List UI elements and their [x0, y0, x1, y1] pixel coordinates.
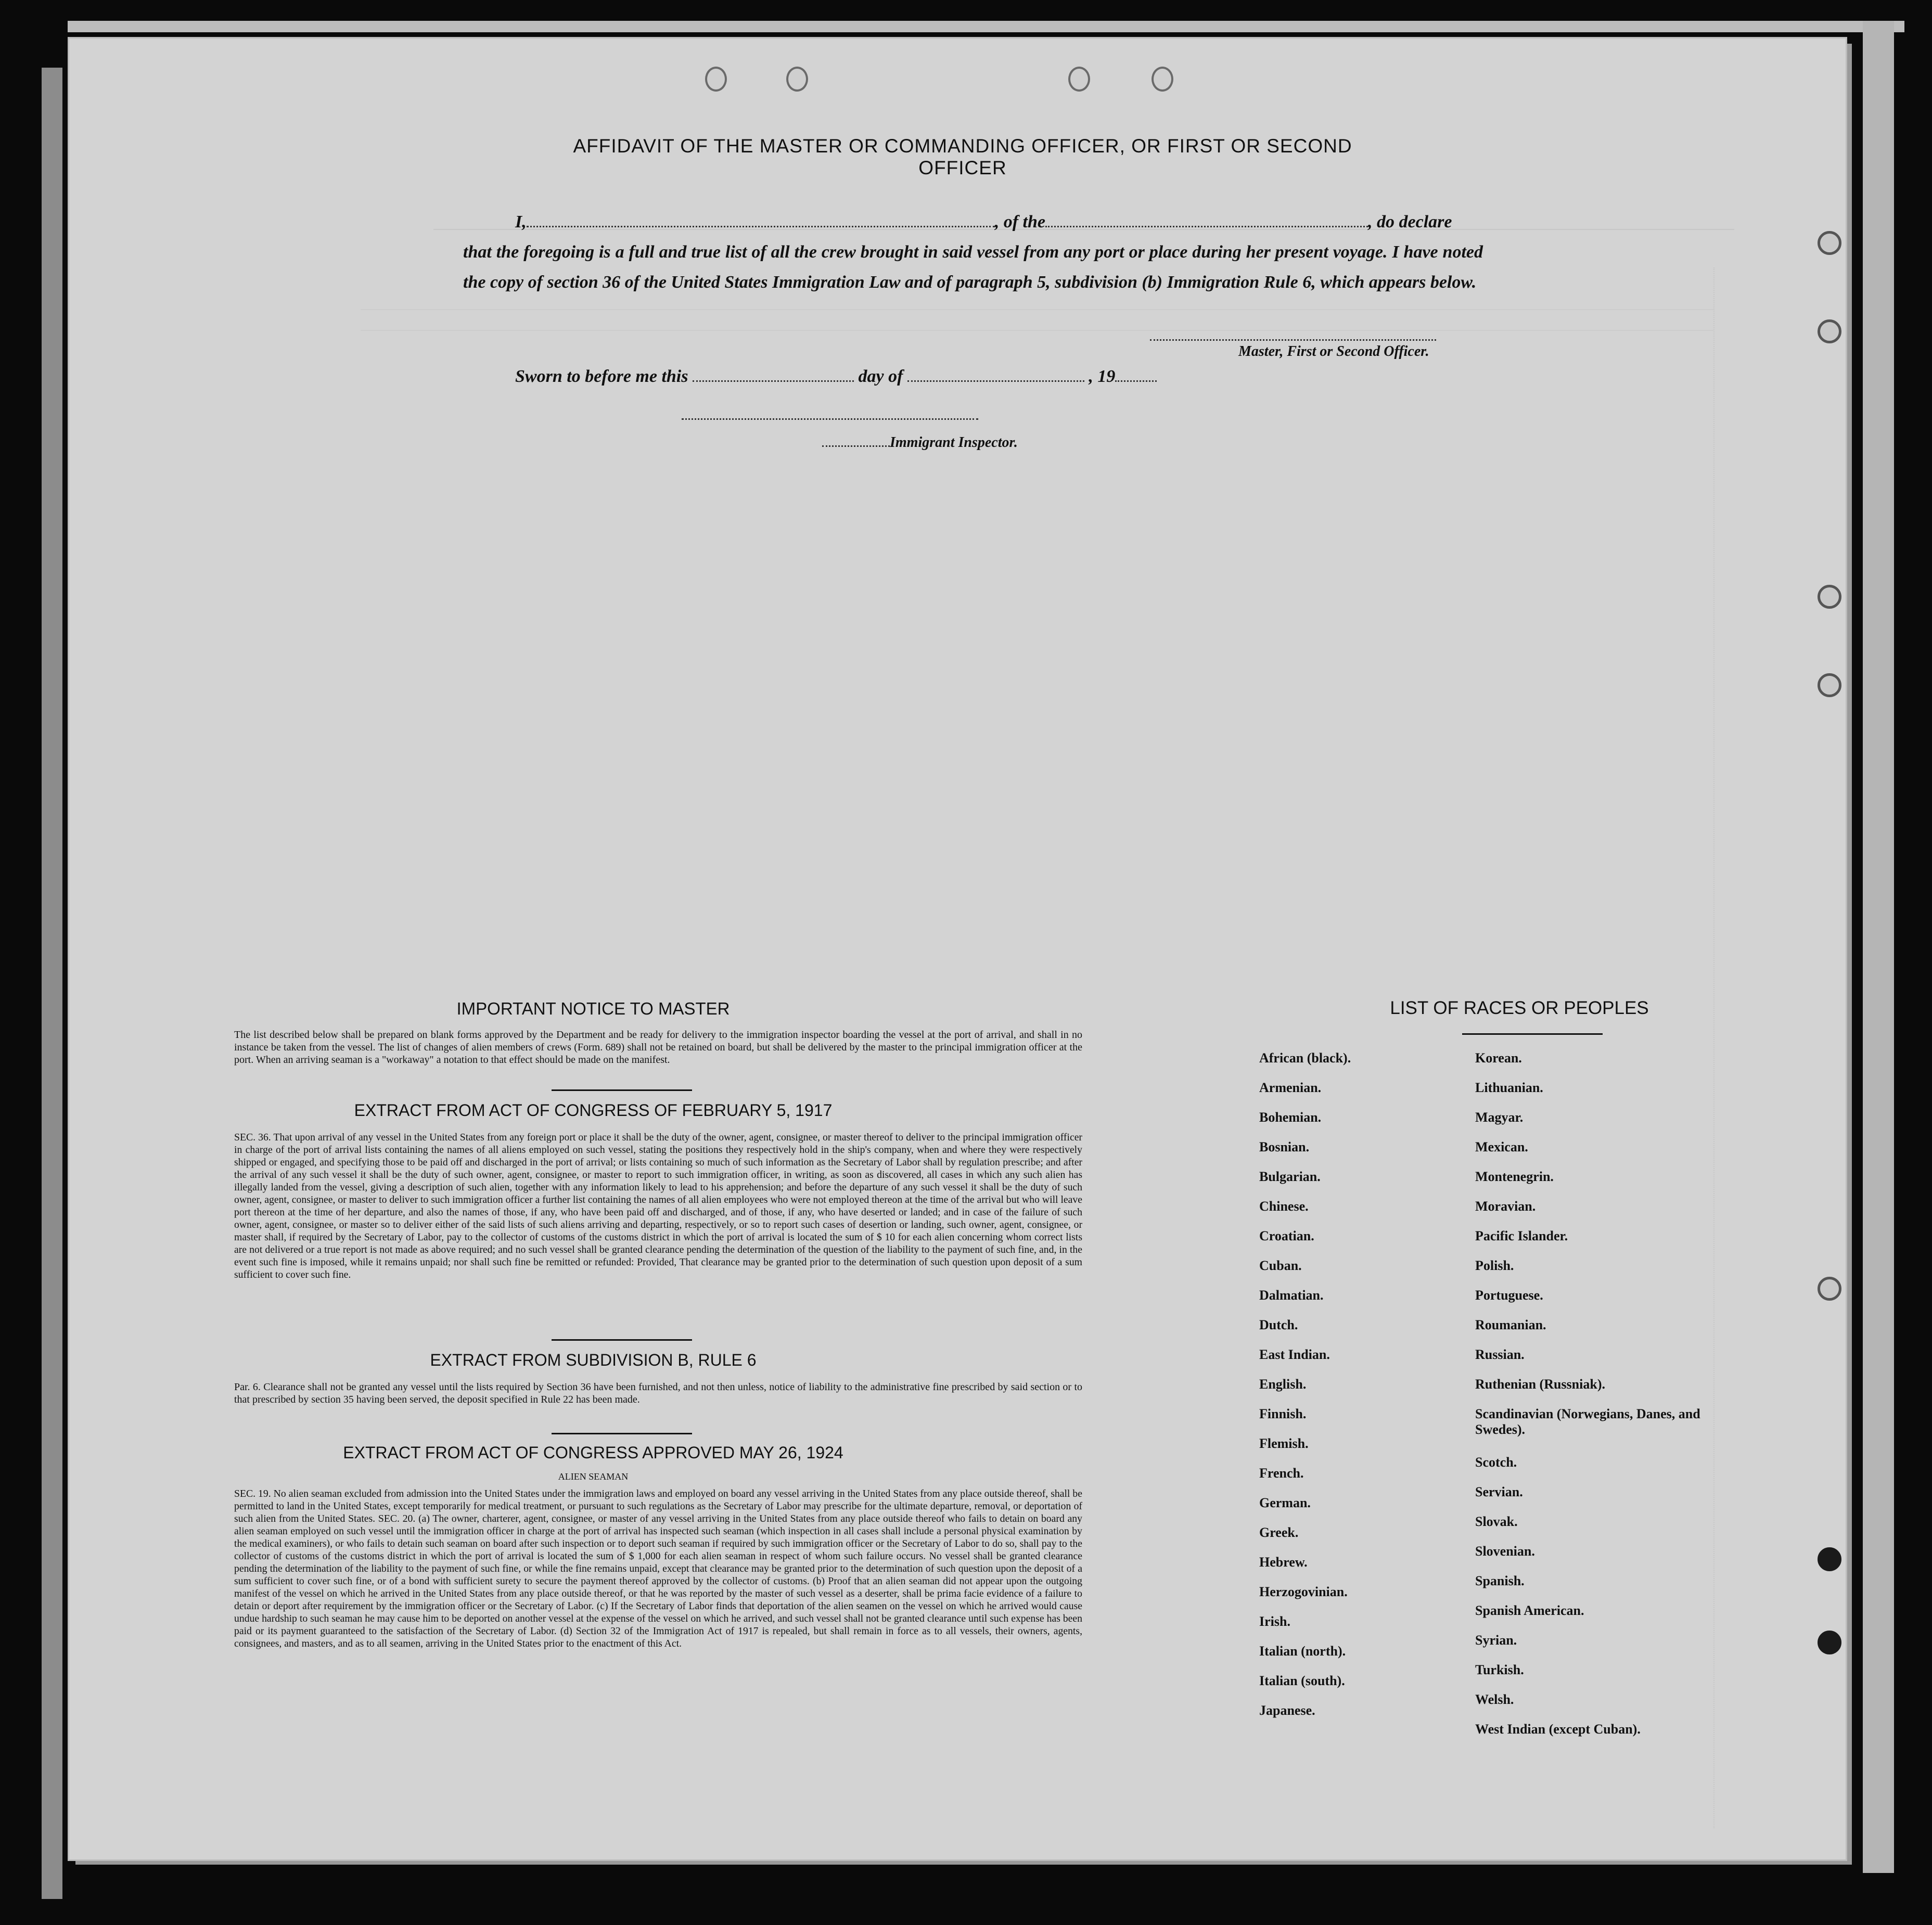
race-item: Mexican. — [1475, 1139, 1528, 1154]
race-item: Pacific Islander. — [1475, 1228, 1568, 1243]
master-label: Master, First or Second Officer. — [1238, 343, 1429, 360]
race-item: Bohemian. — [1259, 1110, 1322, 1125]
race-item: Finnish. — [1259, 1406, 1307, 1421]
race-item: Japanese. — [1259, 1703, 1315, 1718]
race-item: English. — [1259, 1377, 1307, 1392]
race-item: French. — [1259, 1466, 1304, 1481]
divider — [552, 1339, 692, 1341]
punch-hole — [705, 67, 727, 92]
affidavit-declaration — [463, 207, 1483, 298]
race-item: Syrian. — [1475, 1633, 1517, 1648]
master-signature-line — [1150, 339, 1436, 341]
races-title: LIST OF RACES OR PEOPLES — [1390, 998, 1649, 1018]
race-item: Italian (north). — [1259, 1644, 1346, 1659]
race-item: Russian. — [1475, 1347, 1525, 1362]
divider — [1462, 1033, 1603, 1035]
extract-1917-title: EXTRACT FROM ACT OF CONGRESS OF FEBRUARY 5, 1917 — [354, 1101, 833, 1120]
extract-1924-text: SEC. 19. No alien seaman excluded from admission into the United States under the immigration laws and employed on board any vessel arriving in the United States from any place outside thereof, shall be permitted to land in the United States, except temporarily for medical treatment, or pursuant to such regulations as the Secretary of Labor may prescribe for the ultimate departure, removal, or deportation of such alien from the United States. SEC. 20. (a) The owner, charterer, agent, consignee, or master of any vessel arriving in the United States from any place outside thereof who fails to detain on board any alien seaman employed on such vessel until the immigration officer in charge at the port of arrival has inspected such seaman (which inspection in all cases shall include a personal physical examination by the medical examiners), or who fails to detain such seaman on board after such inspection or to deport such seaman if required by such immigration officer or the Secretary of Labor to do so, shall pay to the collector of customs of the customs district in which the port of arrival is located the sum of $ 1,000 for each alien seaman in respect of whom such failure occurs. No vessel shall be granted clearance pending the determination of the liability to the payment of such fine, or while the fine remains unpaid, except that clearance may be granted prior to the determination of such question upon the deposit of a sum sufficient to cover such fine, or of a bond with sufficient surety to secure the payment thereof approved by the collector of customs. (b) Proof that an alien seaman did not appear upon the outgoing manifest of the vessel on which he arrived in the United States from any place outside thereof, or that he was reported by the master of such vessel as a deserter, shall be prima facie evidence of a failure to detain or deport after requirement by the immigration officer or the Secretary of Labor. (c) If the Secretary of Labor finds that deportation of the alien seamen on the vessel on which he arrived would cause undue hardship to such seaman he may cause him to be deported on another vessel at the expense of the vessel on which he arrived, and such vessel shall not be granted clearance until such expense has been paid or its payment guaranteed to the satisfaction of the Secretary of Labor. (d) Section 32 of the Immigration Act of 1917 is repealed, but shall remain in force as to all vessels, their owners, agents, consignees, and masters, and as to all seamen, arriving in the United States prior to the enactment of this Act. — [234, 1488, 1082, 1649]
punch-hole — [786, 67, 808, 92]
binding-hole — [1818, 319, 1841, 343]
race-item: Roumanian. — [1475, 1317, 1546, 1332]
page-edge-top — [68, 21, 1904, 32]
race-item: Cuban. — [1259, 1258, 1302, 1273]
sworn-month-blank — [907, 366, 1084, 382]
sworn-date-blank — [693, 366, 854, 382]
sworn-year-label: , 19 — [1089, 367, 1116, 386]
document-page — [69, 38, 1846, 1859]
affidavit-title: AFFIDAVIT OF THE MASTER OR COMMANDING OFFICER, OR FIRST OR SECOND OFFICER — [573, 135, 1352, 178]
vessel-blank — [1045, 211, 1368, 227]
race-item: Spanish American. — [1475, 1603, 1584, 1618]
race-item: Scandinavian (Norwegians, Danes, and Swedes). — [1475, 1406, 1700, 1437]
sworn-line — [515, 361, 1296, 392]
page-edge-left — [42, 68, 62, 1899]
extract-1917-text: SEC. 36. That upon arrival of any vessel in the United States from any foreign port or place it shall be the duty of the owner, agent, consignee, or master thereof to deliver to the principal immigration officer in charge of the port of arrival lists containing the names of all aliens employed on such vessel, stating the positions they respectively hold in the ship's company, when and where they were respectively shipped or engaged, and specifying those to be paid off and discharged in the port of arrival; or lists containing so much of such information as the Secretary of Labor shall by regulation prescribe; and after the arrival of any such vessel it shall be the duty of such owner, agent, consignee, or master to report to such immigration officer, in writing, as soon as discovered, all cases in which any such alien has illegally landed from the vessel, giving a description of such alien, together with any information likely to lead to his apprehension; and before the departure of any such vessel it shall be the duty of such owner, agent, consignee, or master to deliver to such immigration officer a further list containing the names of all alien employees who were not employed thereon at the time of the arrival but who will leave port thereon at the time of her departure, and also the names of those, if any, who have been paid off and discharged, and of those, if any, who have deserted or landed; and in case of the failure of such owner, agent, consignee, or master so to deliver either of the said lists of such aliens arriving and departing, respectively, or so to report such cases of desertion or landing, such owner, agent, consignee, or master shall, if required by the Secretary of Labor, pay to the collector of customs of the customs district in which the port of arrival is located the sum of $ 10 for each alien concerning whom correct lists are not delivered or a true report is not made as above required; and no such vessel shall be granted clearance pending the determination of the question of the liability to the payment of such fine, and, in the event such fine is imposed, while it remains unpaid; nor shall such fine be remitted or refunded: Provided, That clearance may be granted prior to the determination of such question upon deposit of a sum sufficient to cover such fine. — [234, 1132, 1082, 1280]
inspector-blank — [822, 431, 890, 447]
race-item: Chinese. — [1259, 1199, 1309, 1214]
race-item: Slovak. — [1475, 1514, 1518, 1529]
race-item: Italian (south). — [1259, 1673, 1345, 1688]
extract-1924-title: EXTRACT FROM ACT OF CONGRESS APPROVED MAY 26, 1924 — [343, 1443, 843, 1462]
race-item: African (black). — [1259, 1050, 1351, 1066]
race-item: Servian. — [1475, 1484, 1523, 1499]
punch-hole — [1068, 67, 1090, 92]
divider — [552, 1433, 692, 1434]
punch-hole — [1151, 67, 1173, 92]
ghost-bleed-through — [361, 205, 1765, 985]
race-item: Ruthenian (Russniak). — [1475, 1377, 1605, 1392]
extract-1924-subtitle: ALIEN SEAMAN — [558, 1471, 629, 1482]
affidavit-body: that the foregoing is a full and true list of all the crew brought in said vessel from any port or place during her present voyage. I have noted the copy of section 36 of the United States Immigration Law and of paragraph 5, subdivision (b) Immigration Rule 6, which appears below. — [463, 242, 1483, 292]
race-item: Bulgarian. — [1259, 1169, 1321, 1184]
race-item: Moravian. — [1475, 1199, 1536, 1214]
race-item: Welsh. — [1475, 1692, 1514, 1707]
notice-text: The list described below shall be prepared on blank forms approved by the Department and be ready for delivery to the immigration inspector boarding the vessel at the port of arrival, and shall in no instance be taken from the vessel. The list of changes of alien members of crews (Form. 689) shall not be retained on board, but shall be delivered by the master to the principal immigration officer at the port. When an arriving seaman is a "workaway" a notation to that effect should be made on the manifest. — [234, 1029, 1082, 1066]
race-item: Croatian. — [1259, 1228, 1314, 1243]
binding-hole — [1818, 673, 1841, 697]
race-item: East Indian. — [1259, 1347, 1330, 1362]
affidavit-line-1 — [463, 207, 1483, 237]
race-item: Slovenian. — [1475, 1544, 1535, 1559]
race-item: Korean. — [1475, 1050, 1522, 1066]
sworn-day-label: day of — [858, 367, 903, 386]
affidavit-i-label: I, — [515, 212, 527, 232]
race-item: Magyar. — [1475, 1110, 1524, 1125]
binding-hole — [1818, 231, 1841, 255]
race-item: Hebrew. — [1259, 1555, 1308, 1570]
race-item: Armenian. — [1259, 1080, 1322, 1095]
extract-rule6-text: Par. 6. Clearance shall not be granted any vessel until the lists required by Section 36 have been furnished, and not then unless, notice of liability to the administrative fine prescribed by said section or to that prescribed by section 35 having been served, the deposit specified in Rule 22 has been made. — [234, 1381, 1082, 1405]
race-item: Irish. — [1259, 1614, 1290, 1629]
race-item: Turkish. — [1475, 1662, 1524, 1677]
notice-title: IMPORTANT NOTICE TO MASTER — [456, 999, 730, 1018]
race-item: Lithuanian. — [1475, 1080, 1543, 1095]
inspector-label: Immigrant Inspector. — [890, 434, 1018, 451]
race-item: Dutch. — [1259, 1317, 1298, 1332]
race-item: German. — [1259, 1495, 1311, 1510]
race-item: Herzogovinian. — [1259, 1584, 1348, 1599]
affidavit-of-label: , of the — [994, 212, 1046, 232]
affidavit-declare-label: , do declare — [1368, 212, 1452, 232]
race-item: Montenegrin. — [1475, 1169, 1554, 1184]
race-item: Greek. — [1259, 1525, 1299, 1540]
race-item: Polish. — [1475, 1258, 1514, 1273]
inspector-label-line — [822, 431, 1018, 451]
race-item: Scotch. — [1475, 1455, 1517, 1470]
divider — [552, 1089, 692, 1091]
race-item: Portuguese. — [1475, 1288, 1543, 1303]
page-edge-right — [1863, 21, 1894, 1873]
extract-rule6-title: EXTRACT FROM SUBDIVISION B, RULE 6 — [430, 1351, 757, 1369]
sworn-prefix: Sworn to before me this — [515, 367, 688, 386]
race-item: Bosnian. — [1259, 1139, 1310, 1154]
race-item: Dalmatian. — [1259, 1288, 1324, 1303]
binding-hole — [1818, 1631, 1841, 1654]
binding-hole — [1818, 1277, 1841, 1301]
name-blank — [527, 211, 995, 227]
binding-hole — [1818, 585, 1841, 609]
sworn-year-blank — [1115, 366, 1157, 382]
race-item: Spanish. — [1475, 1573, 1525, 1588]
race-item: West Indian (except Cuban). — [1475, 1722, 1641, 1737]
race-item: Flemish. — [1259, 1436, 1309, 1451]
inspector-signature-line — [682, 418, 978, 420]
binding-hole — [1818, 1547, 1841, 1571]
